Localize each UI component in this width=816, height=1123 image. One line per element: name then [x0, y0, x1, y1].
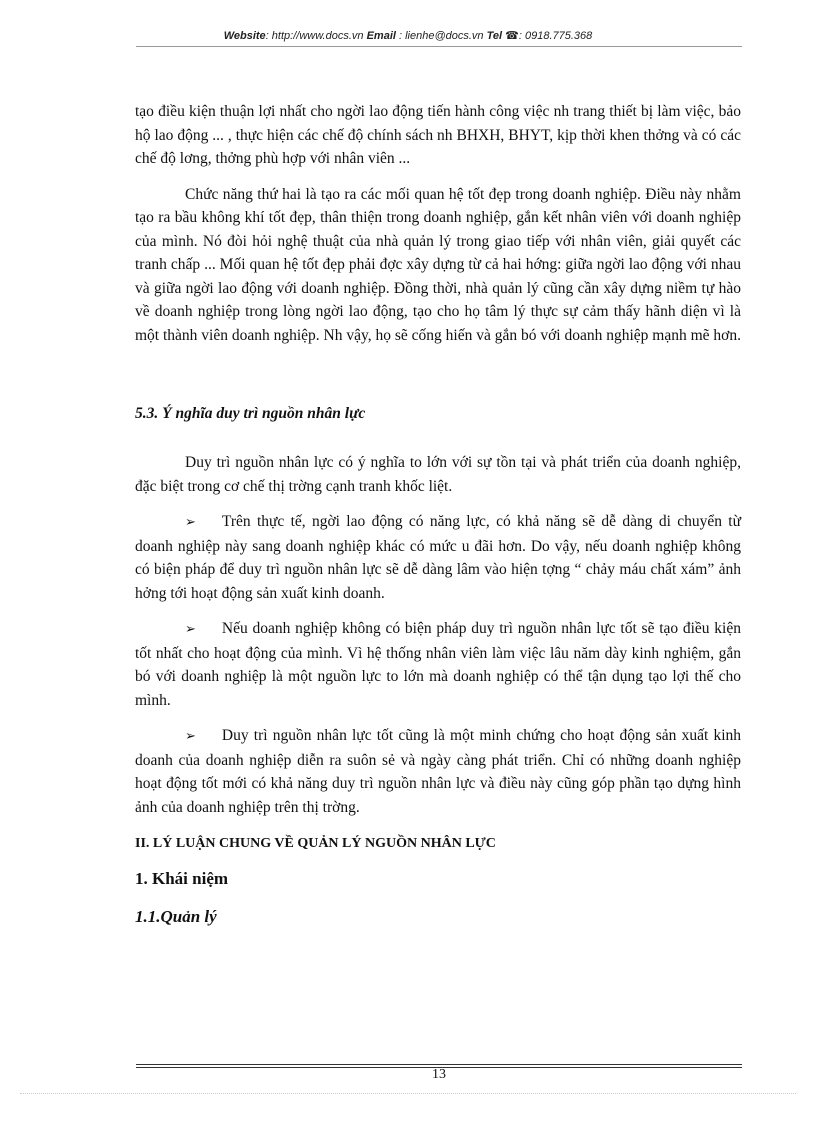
tel-value: : 0918.775.368	[518, 30, 593, 42]
footer-rule-top	[136, 1064, 742, 1065]
website-label: Website	[223, 30, 266, 42]
bullet-text-1: Trên thực tế, ngời lao động có năng lực, có khả năng sẽ dễ dàng di chuyển từ doanh nghiệp này sang doanh nghiệp khác có mức u đãi hơn. Do vậy, nếu doanh nghiệp không có biện pháp để duy trì nguồn nhân lực sẽ dễ dàng lâm vào hiện tợng “ chảy máu chất xám” ảnh hởng tới hoạt động sản xuất kinh doanh.	[135, 513, 741, 602]
paragraph-3: Duy trì nguồn nhân lực có ý nghĩa to lớn với sự tồn tại và phát triển của doanh nghiệp, đặc biệt trong cơ chế thị trờng cạnh tranh khốc liệt.	[135, 454, 741, 495]
heading-II: II. LÝ LUẬN CHUNG VỀ QUẢN LÝ NGUỒN NHÂN LỰC	[135, 836, 496, 851]
paragraph-2: Chức năng thứ hai là tạo ra các mối quan hệ tốt đẹp trong doanh nghiệp. Điều này nhằm tạo ra bầu không khí tốt đẹp, thân thiện trong doanh nghiệp, gắn kết nhân viên với doanh nghiệp của mình. Nó đòi hỏi nghệ thuật của nhà quản lý trong giao tiếp với nhân viên, giải quyết các tranh chấp ... Mối quan hệ tốt đẹp phải đợc xây dựng từ cả hai hớng: giữa ngời lao động với nhau và giữa ngời lao động với doanh nghiệp. Đồng thời, nhà quản lý cũng cần xây dựng niềm tự hào về doanh nghiệp trong lòng ngời lao động, tạo cho họ tâm lý thực sự cảm thấy hãnh diện vì là một thành viên doanh nghiệp. Nh vậy, họ sẽ cống hiến và gắn bó với doanh nghiệp mạnh mẽ hơn.	[135, 185, 741, 344]
page-number: 13	[432, 1067, 446, 1082]
arrow-bullet-icon: ➢	[185, 515, 196, 530]
paragraph-1: tạo điều kiện thuận lợi nhất cho ngời lao động tiến hành công việc nh trang thiết bị làm việc, bảo hộ lao động ... , thực hiện các chế độ chính sách nh BHXH, BHYT, kịp thời khen thởng và có các chế độ lơng, thởng phù hợp với nhân viên ...	[135, 103, 741, 167]
phone-icon: ☎	[505, 30, 519, 42]
email-label: Email	[366, 30, 396, 42]
page-header	[0, 29, 816, 42]
bullet-text-3: Duy trì nguồn nhân lực tốt cũng là một minh chứng cho hoạt động sản xuất kinh doanh của doanh nghiệp diễn ra suôn sẻ và ngày càng phát triển. Chỉ có những doanh nghiệp hoạt động tốt mới có khả năng duy trì nguồn nhân lực và điều này cũng góp phần tạo dựng hình ảnh của doanh nghiệp trên thị trờng.	[135, 727, 741, 816]
arrow-bullet-icon: ➢	[185, 729, 196, 744]
bullet-item-2	[135, 617, 741, 712]
heading-1: 1. Khái niệm	[135, 869, 229, 888]
page-content	[135, 100, 741, 929]
section-heading-5-3: 5.3. Ý nghĩa duy trì nguồn nhân lực	[135, 405, 366, 422]
tel-label: Tel	[486, 30, 503, 42]
header-rule	[136, 46, 742, 47]
bullet-text-2: Nếu doanh nghiệp không có biện pháp duy trì nguồn nhân lực tốt sẽ tạo điều kiện tốt nhất cho hoạt động của mình. Vì hệ thống nhân viên làm việc lâu năm dày kinh nghiệm, gắn bó với doanh nghiệp là một nguồn lực to lớn mà doanh nghiệp có thể tận dụng tạo lợi thế cho mình.	[135, 620, 741, 709]
email-value: : lienhe@docs.vn	[399, 30, 484, 42]
website-value: : http://www.docs.vn	[265, 30, 364, 42]
bullet-item-1	[135, 510, 741, 605]
page-edge-dotted-line	[20, 1093, 796, 1094]
arrow-bullet-icon: ➢	[185, 622, 196, 637]
bullet-item-3	[135, 724, 741, 819]
heading-1-1: 1.1.Quản lý	[135, 907, 217, 926]
